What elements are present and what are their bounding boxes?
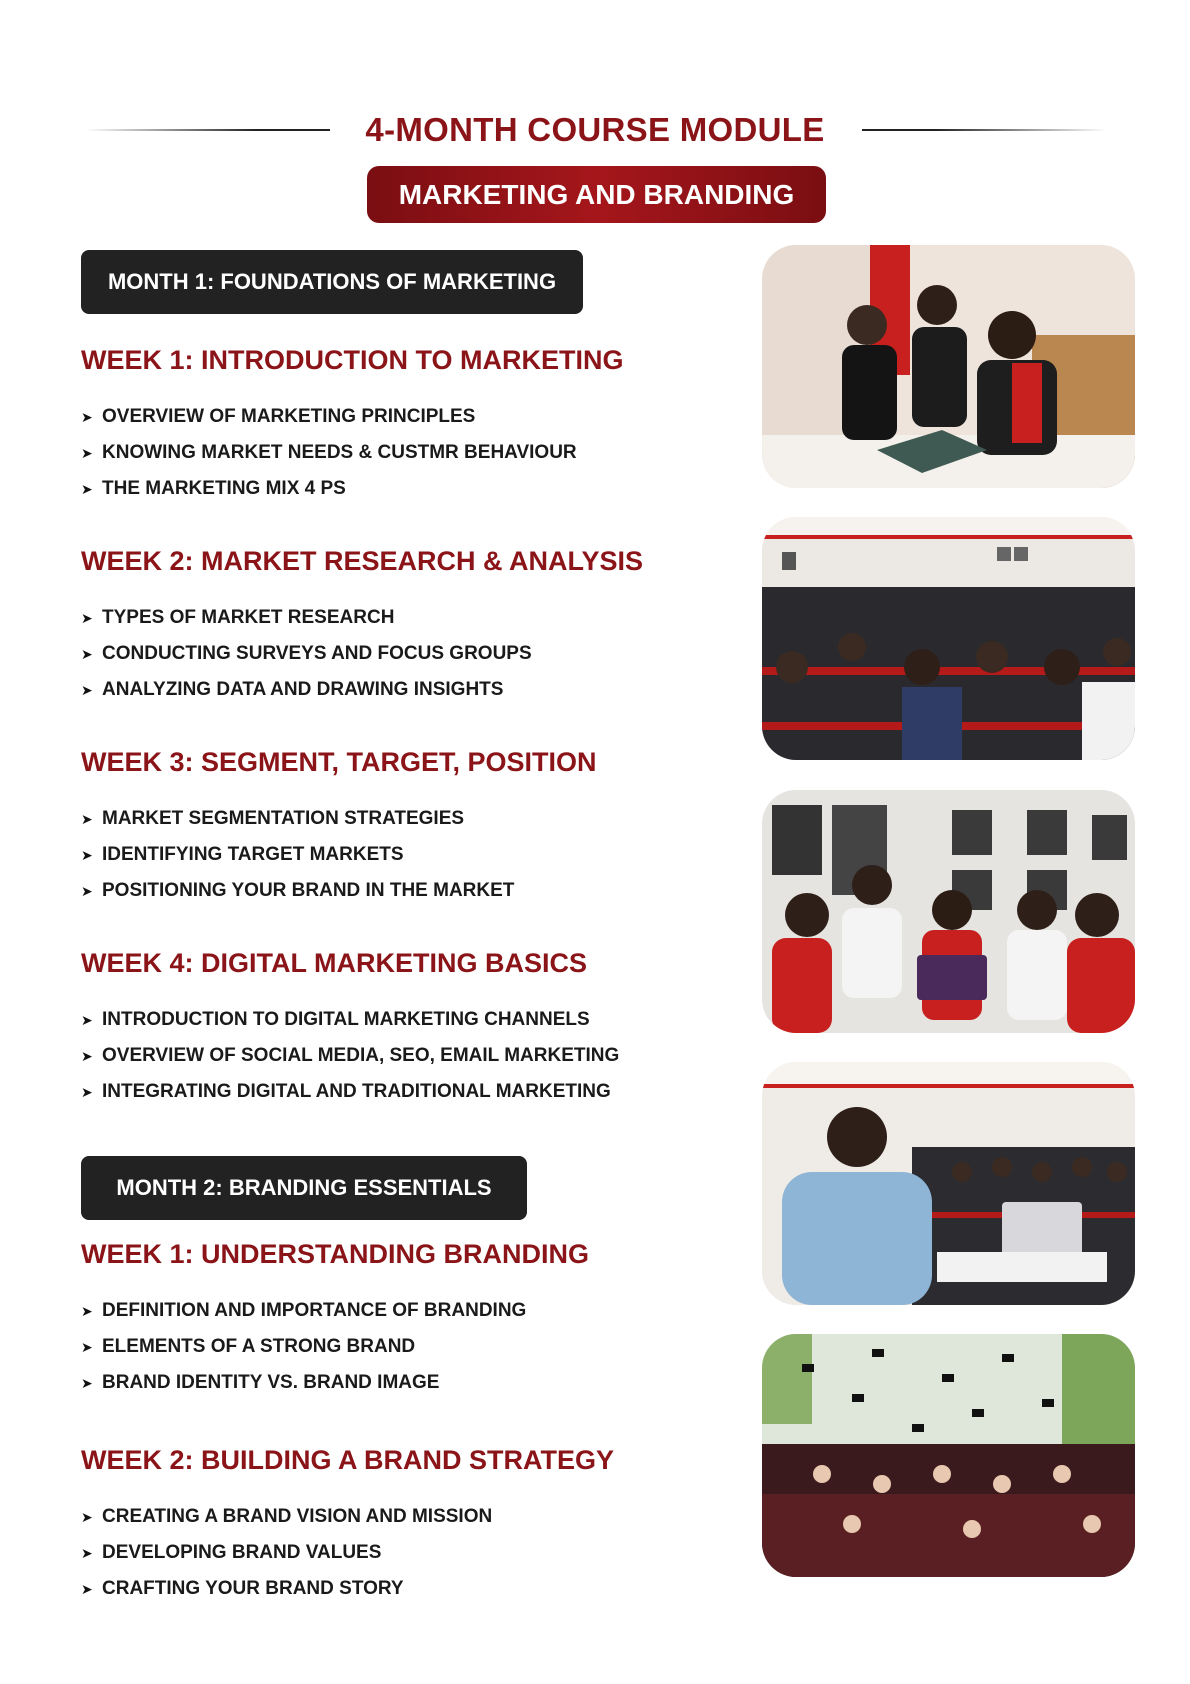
topic-item: ➤ INTEGRATING DIGITAL AND TRADITIONAL MARKETING bbox=[81, 1074, 721, 1110]
topic-item: ➤ TYPES OF MARKET RESEARCH bbox=[81, 600, 721, 636]
week-topic-list bbox=[81, 1293, 721, 1401]
header bbox=[0, 108, 1190, 152]
week-title: WEEK 1: UNDERSTANDING BRANDING bbox=[81, 1239, 590, 1269]
week-title: WEEK 1: INTRODUCTION TO MARKETING bbox=[81, 345, 624, 375]
topic-item: ➤ ELEMENTS OF A STRONG BRAND bbox=[81, 1329, 721, 1365]
topic-item: ➤ CRAFTING YOUR BRAND STORY bbox=[81, 1571, 721, 1607]
photo-group-discussion bbox=[762, 790, 1135, 1033]
month-1-week-3 bbox=[81, 745, 721, 909]
topic-item: ➤ IDENTIFYING TARGET MARKETS bbox=[81, 837, 721, 873]
chevron-right-icon: ➤ bbox=[81, 1303, 93, 1319]
week-topic-list bbox=[81, 1499, 721, 1607]
topic-item: ➤ INTRODUCTION TO DIGITAL MARKETING CHANNELS bbox=[81, 1002, 721, 1038]
month-2-label: MONTH 2: BRANDING ESSENTIALS bbox=[81, 1156, 527, 1220]
topic-item: ➤ BRAND IDENTITY VS. BRAND IMAGE bbox=[81, 1365, 721, 1401]
topic-item: ➤ CREATING A BRAND VISION AND MISSION bbox=[81, 1499, 721, 1535]
header-divider-right bbox=[862, 129, 1107, 131]
photo-students-with-mentor-laptop bbox=[762, 245, 1135, 488]
topic-item: ➤ OVERVIEW OF SOCIAL MEDIA, SEO, EMAIL MARKETING bbox=[81, 1038, 721, 1074]
chevron-right-icon: ➤ bbox=[81, 682, 93, 698]
topic-item: ➤ KNOWING MARKET NEEDS & CUSTMR BEHAVIOUR bbox=[81, 435, 721, 471]
chevron-right-icon: ➤ bbox=[81, 1581, 93, 1597]
header-divider-left bbox=[85, 129, 330, 131]
chevron-right-icon: ➤ bbox=[81, 883, 93, 899]
chevron-right-icon: ➤ bbox=[81, 1509, 93, 1525]
topic-item: ➤ DEVELOPING BRAND VALUES bbox=[81, 1535, 721, 1571]
week-topic-list bbox=[81, 801, 721, 909]
month-1-week-4 bbox=[81, 946, 721, 1110]
course-subtitle-badge: MARKETING AND BRANDING bbox=[367, 166, 826, 223]
chevron-right-icon: ➤ bbox=[81, 1545, 93, 1561]
week-topic-list bbox=[81, 1002, 721, 1110]
topic-item: ➤ THE MARKETING MIX 4 PS bbox=[81, 471, 721, 507]
chevron-right-icon: ➤ bbox=[81, 409, 93, 425]
week-title: WEEK 4: DIGITAL MARKETING BASICS bbox=[81, 948, 588, 978]
month-2-week-1 bbox=[81, 1237, 721, 1401]
chevron-right-icon: ➤ bbox=[81, 811, 93, 827]
photo-classroom-audience bbox=[762, 517, 1135, 760]
chevron-right-icon: ➤ bbox=[81, 610, 93, 626]
chevron-right-icon: ➤ bbox=[81, 1339, 93, 1355]
chevron-right-icon: ➤ bbox=[81, 481, 93, 497]
topic-item: ➤ CONDUCTING SURVEYS AND FOCUS GROUPS bbox=[81, 636, 721, 672]
topic-item: ➤ POSITIONING YOUR BRAND IN THE MARKET bbox=[81, 873, 721, 909]
month-1-label: MONTH 1: FOUNDATIONS OF MARKETING bbox=[81, 250, 583, 314]
page-title: 4-MONTH COURSE MODULE bbox=[365, 111, 825, 148]
topic-item: ➤ ANALYZING DATA AND DRAWING INSIGHTS bbox=[81, 672, 721, 708]
week-title: WEEK 2: BUILDING A BRAND STRATEGY bbox=[81, 1445, 614, 1475]
chevron-right-icon: ➤ bbox=[81, 1084, 93, 1100]
chevron-right-icon: ➤ bbox=[81, 646, 93, 662]
topic-item: ➤ MARKET SEGMENTATION STRATEGIES bbox=[81, 801, 721, 837]
week-topic-list bbox=[81, 600, 721, 708]
week-topic-list bbox=[81, 399, 721, 507]
chevron-right-icon: ➤ bbox=[81, 1375, 93, 1391]
month-1-week-1 bbox=[81, 343, 721, 507]
month-1-week-2 bbox=[81, 544, 721, 708]
topic-item: ➤ OVERVIEW OF MARKETING PRINCIPLES bbox=[81, 399, 721, 435]
chevron-right-icon: ➤ bbox=[81, 445, 93, 461]
topic-item: ➤ DEFINITION AND IMPORTANCE OF BRANDING bbox=[81, 1293, 721, 1329]
chevron-right-icon: ➤ bbox=[81, 1012, 93, 1028]
photo-presenter-at-laptop bbox=[762, 1062, 1135, 1305]
week-title: WEEK 3: SEGMENT, TARGET, POSITION bbox=[81, 747, 597, 777]
chevron-right-icon: ➤ bbox=[81, 1048, 93, 1064]
photo-graduation-cap-toss bbox=[762, 1334, 1135, 1577]
week-title: WEEK 2: MARKET RESEARCH & ANALYSIS bbox=[81, 546, 644, 576]
chevron-right-icon: ➤ bbox=[81, 847, 93, 863]
month-2-week-2 bbox=[81, 1443, 721, 1607]
